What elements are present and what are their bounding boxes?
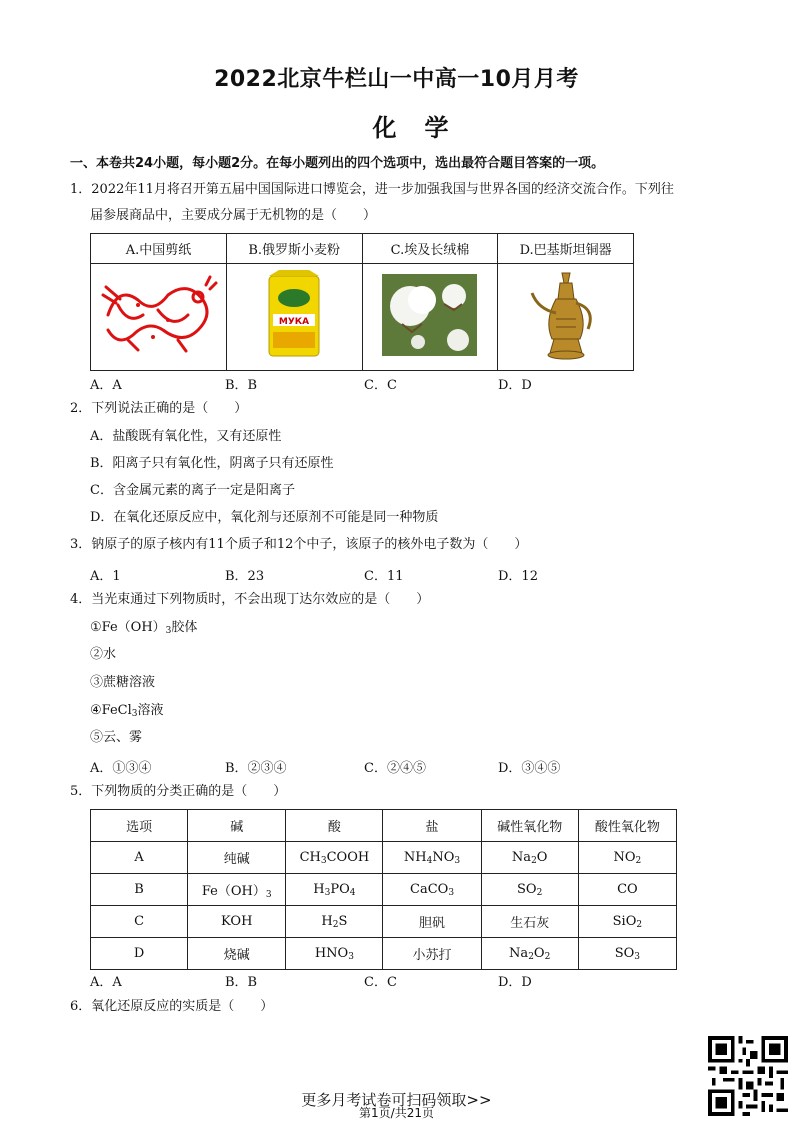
table-cell: CaCO$_3$ xyxy=(383,874,481,906)
q1-image-cell-c xyxy=(362,264,498,371)
qr-code-icon[interactable] xyxy=(708,1036,788,1116)
table-cell: KOH xyxy=(188,906,286,938)
page-title: 2022北京牛栏山一中高一10月月考 xyxy=(214,67,579,92)
table-cell: $NO_2$ xyxy=(578,842,676,874)
q1-image-cell-b xyxy=(226,264,362,371)
q4-item-3: ③蔗糖溶液 xyxy=(90,675,156,690)
q1-option-d: D．D xyxy=(498,378,532,393)
q4-item-5: ⑤云、雾 xyxy=(90,730,143,745)
q5-header-acidic-oxide: 酸性氧化物 xyxy=(578,810,676,842)
table-cell: $SO_3$ xyxy=(578,938,676,970)
q5-classification-table xyxy=(90,809,677,970)
q2-stem: 2．下列说法正确的是（ ） xyxy=(70,401,248,416)
q5-header-basic-oxide: 碱性氧化物 xyxy=(481,810,578,842)
q5-option-b: B．B xyxy=(225,975,258,990)
q5-option-c: C．C xyxy=(364,975,397,990)
table-cell: D xyxy=(91,938,188,970)
copper-ewer-image xyxy=(526,269,606,361)
table-cell: CO xyxy=(578,874,676,906)
cotton-image xyxy=(382,274,477,356)
q3-option-a: A．1 xyxy=(90,569,121,584)
q3-stem: 3．钠原子的原子核内有11个质子和12个中子，该原子的核外电子数为（ ） xyxy=(70,537,528,552)
q1-stem-line1: 1．2022年11月将召开第五届中国国际进口博览会，进一步加强我国与世界各国的经济交流合作。下列往 xyxy=(70,182,674,197)
q4-item-4: ④FeCl$_3$溶液 xyxy=(90,703,164,719)
table-cell: A xyxy=(91,842,188,874)
q3-option-c: C．11 xyxy=(364,569,404,584)
flour-bag-label: МУКА xyxy=(279,317,310,327)
q1-header-a: A.中国剪纸 xyxy=(91,234,227,264)
q1-option-b: B．B xyxy=(225,378,258,393)
q4-option-b: B．②③④ xyxy=(225,761,287,776)
q5-row-a xyxy=(91,842,677,874)
q5-option-a: A．A xyxy=(90,975,122,990)
table-cell: $H_3PO_4$ xyxy=(286,874,383,906)
table-cell: $SO_2$ xyxy=(481,874,578,906)
q5-header-option: 选项 xyxy=(91,810,188,842)
q4-item-1: $①Fe(OH)_3$胶体 xyxy=(90,620,198,636)
q3-option-b: B．23 xyxy=(225,569,265,584)
q4-option-d: D．③④⑤ xyxy=(498,761,561,776)
table-cell: $NH_4NO_3$ xyxy=(383,842,481,874)
table-cell: 小苏打 xyxy=(383,938,481,970)
q2-option-c: C．含金属元素的离子一定是阳离子 xyxy=(90,483,295,498)
q1-header-b: B.俄罗斯小麦粉 xyxy=(226,234,362,264)
q5-row-c xyxy=(91,906,677,938)
q1-product-table xyxy=(90,233,634,371)
table-cell: 生石灰 xyxy=(481,906,578,938)
page-number: 第1页/共21页 xyxy=(359,1106,434,1120)
q3-option-d: D．12 xyxy=(498,569,538,584)
footer-promo: 更多月考试卷可扫码领取>> xyxy=(301,1091,492,1109)
q4-item-2: ②水 xyxy=(90,647,117,662)
table-cell: $H_2S$ xyxy=(286,906,383,938)
paper-cut-dragon-image xyxy=(98,275,218,355)
table-cell: 胆矾 xyxy=(383,906,481,938)
q1-image-cell-a xyxy=(91,264,227,371)
table-cell: B xyxy=(91,874,188,906)
q6-stem: 6．氧化还原反应的实质是（ ） xyxy=(70,999,274,1014)
q1-header-d: D.巴基斯坦铜器 xyxy=(498,234,634,264)
table-cell: 纯碱 xyxy=(188,842,286,874)
q4-option-a: A．①③④ xyxy=(90,761,152,776)
q1-option-a: A．A xyxy=(90,378,122,393)
q5-header-base: 碱 xyxy=(188,810,286,842)
q5-header-acid: 酸 xyxy=(286,810,383,842)
q5-row-b xyxy=(91,874,677,906)
q1-header-c: C.埃及长绒棉 xyxy=(362,234,498,264)
q5-header-salt: 盐 xyxy=(383,810,481,842)
q2-option-a: A．盐酸既有氧化性，又有还原性 xyxy=(90,429,282,444)
table-cell: $Na_2O$ xyxy=(481,842,578,874)
q1-stem-line2: 届参展商品中，主要成分属于无机物的是（ ） xyxy=(90,208,377,223)
table-cell: $Na_2O_2$ xyxy=(481,938,578,970)
q5-option-d: D．D xyxy=(498,975,532,990)
q2-option-d: D．在氧化还原反应中，氧化剂与还原剂不可能是同一种物质 xyxy=(90,510,439,525)
q5-stem: 5．下列物质的分类正确的是（ ） xyxy=(70,784,287,799)
table-cell: C xyxy=(91,906,188,938)
q4-option-c: C．②④⑤ xyxy=(364,761,426,776)
section-instruction: 一、本卷共24小题，每小题2分。在每小题列出的四个选项中，选出最符合题目答案的一项。 xyxy=(70,156,605,171)
table-cell: $Fe(OH)_3$ xyxy=(188,874,286,906)
table-cell: $CH_3COOH$ xyxy=(286,842,383,874)
q5-row-d xyxy=(91,938,677,970)
q1-image-cell-d xyxy=(498,264,634,371)
table-cell: 烧碱 xyxy=(188,938,286,970)
flour-bag-image xyxy=(259,270,329,360)
subject-title: 化学 xyxy=(372,114,477,142)
q1-option-c: C．C xyxy=(364,378,397,393)
table-cell: SiO$_2$ xyxy=(578,906,676,938)
q2-option-b: B．阳离子只有氧化性，阴离子只有还原性 xyxy=(90,456,334,471)
q4-stem: 4．当光束通过下列物质时，不会出现丁达尔效应的是（ ） xyxy=(70,592,430,607)
table-cell: $HNO_3$ xyxy=(286,938,383,970)
